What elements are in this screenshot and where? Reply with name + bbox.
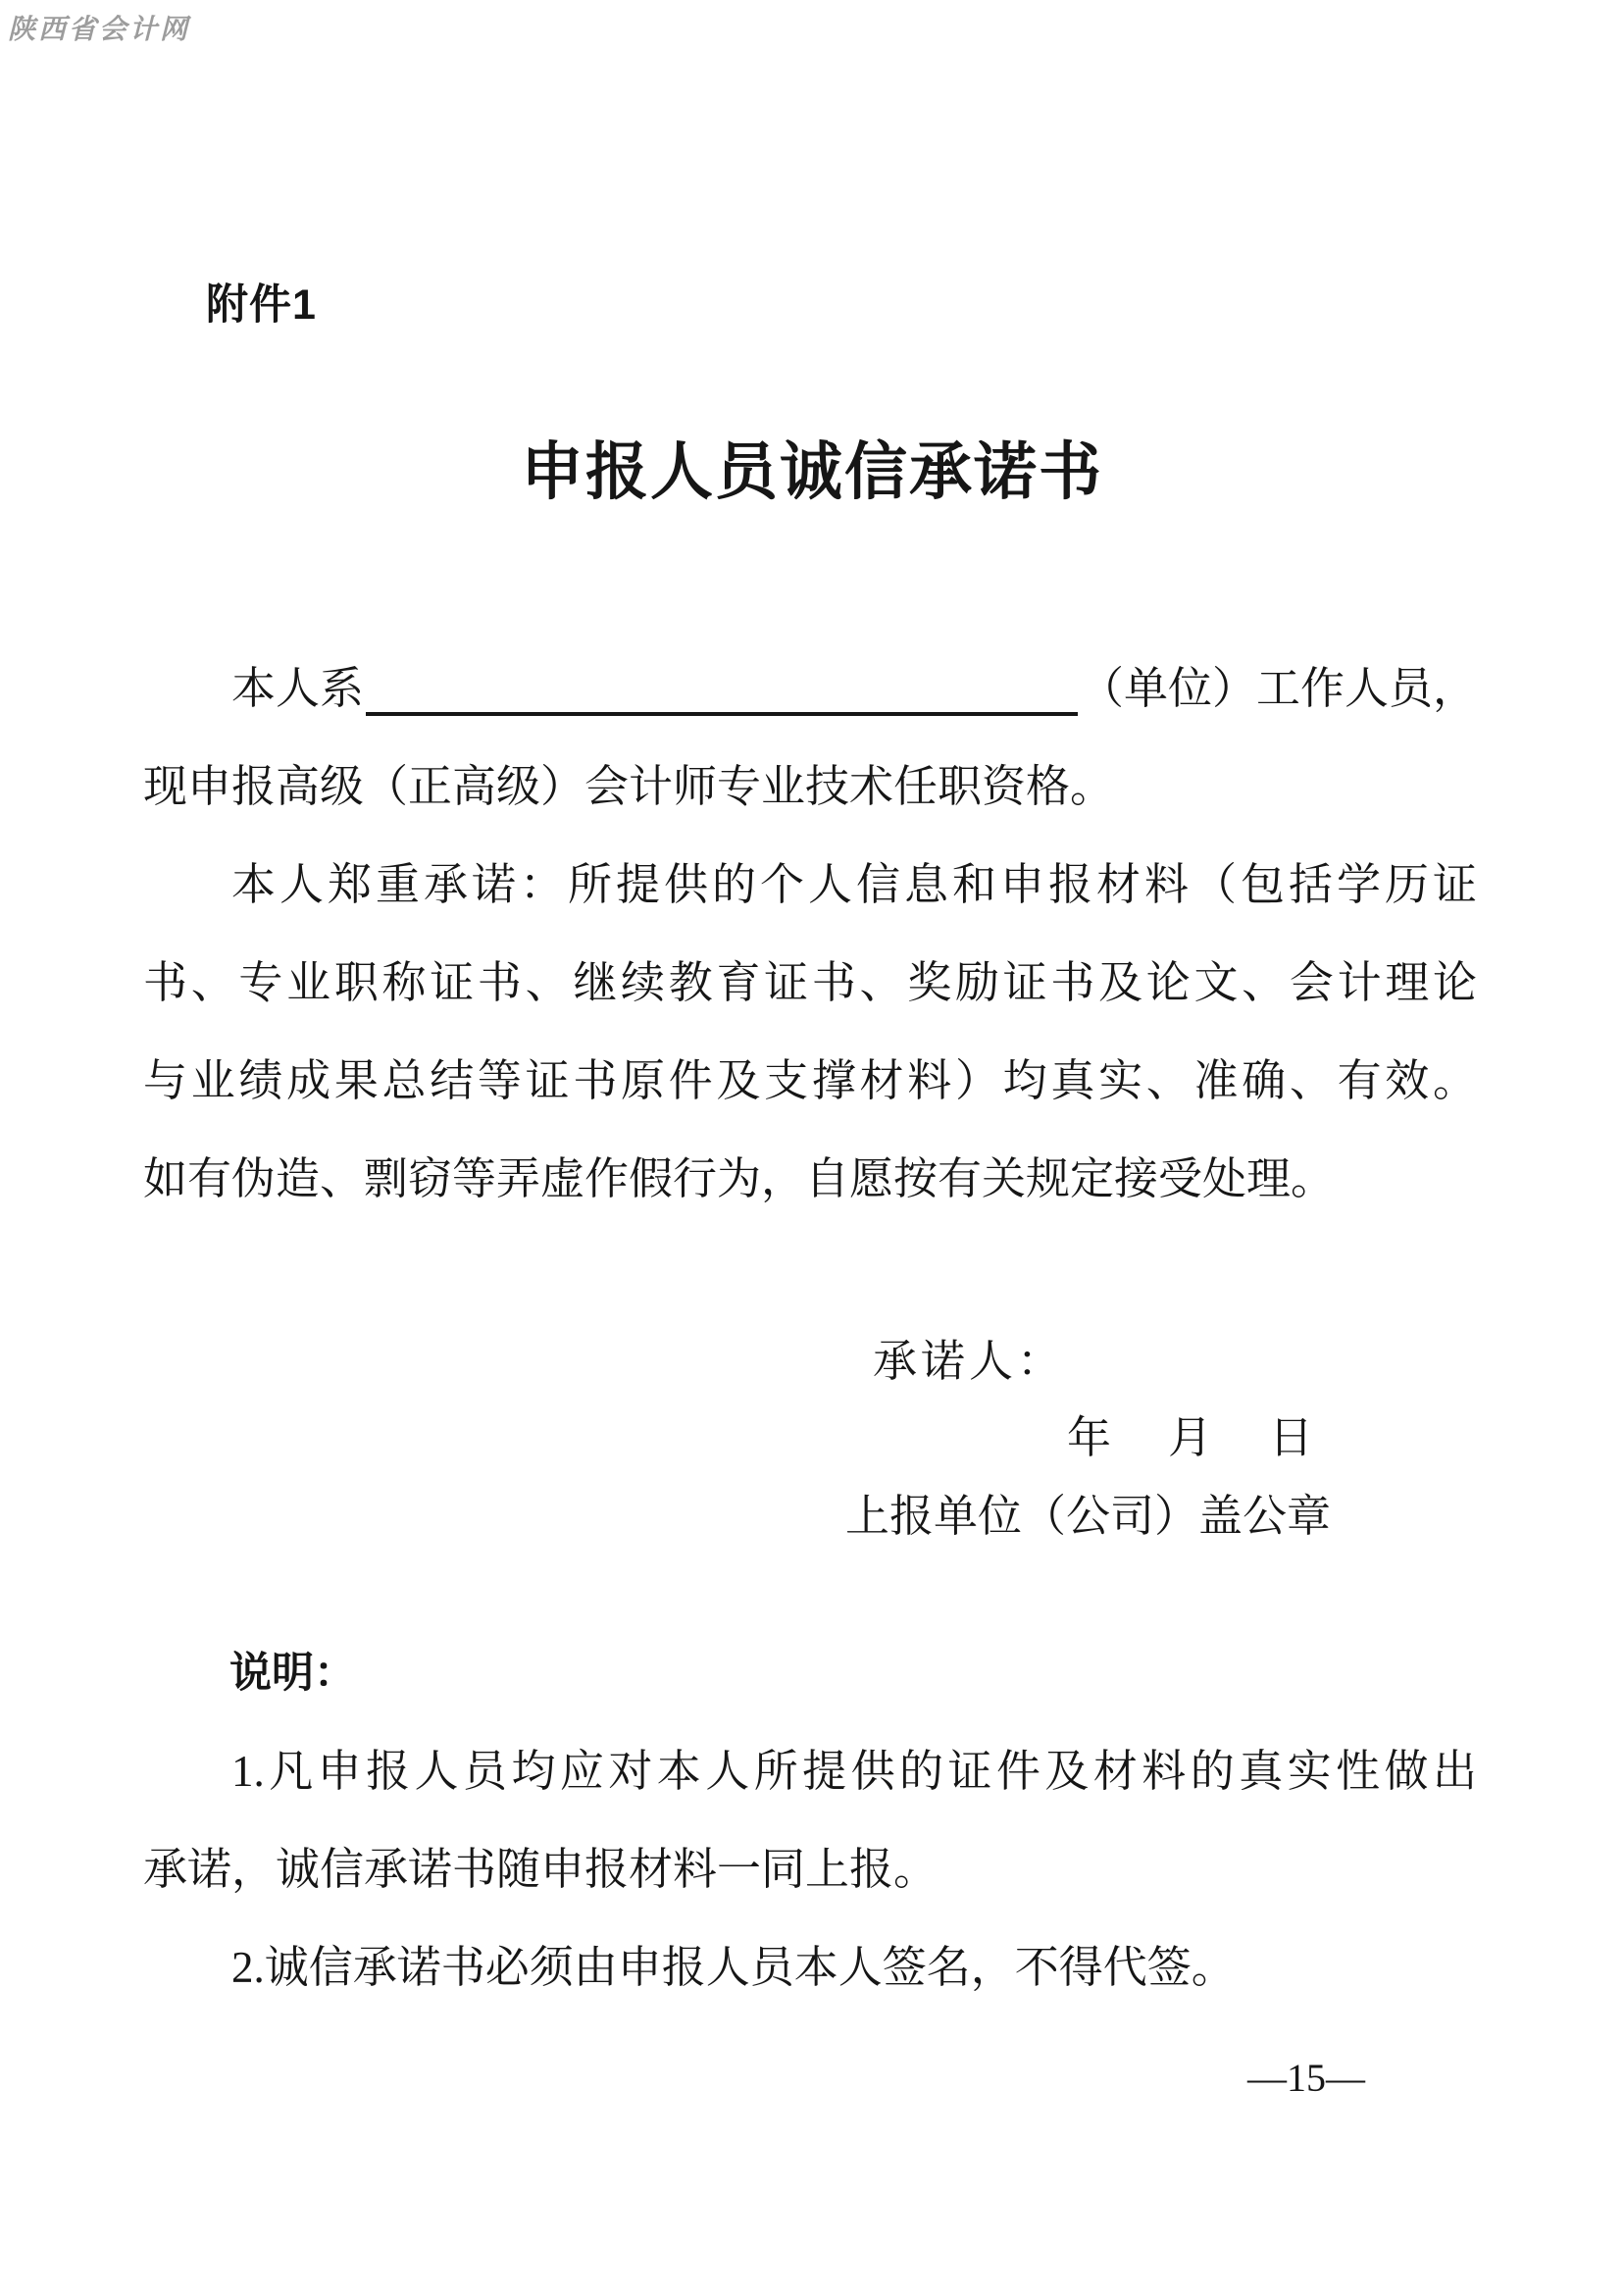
declaration-body [143,639,1477,1228]
promiser-label: 承诺人： [873,1337,1066,1386]
attachment-label: 附件1 [206,281,317,329]
promise-line-4: 如有伪造、剽窃等弄虚作假行为，自愿按有关规定接受处理。 [143,1154,1336,1203]
date-month-label: 月 [1168,1413,1213,1462]
site-watermark: 陕西省会计网 [8,14,191,44]
opening-line [143,639,1477,738]
page-number: —15— [1247,2056,1365,2100]
promise-line-1: 本人郑重承诺：所提供的个人信息和申报材料（包括学历证 [231,860,1477,909]
first-line-indent [143,639,231,738]
promise-line-2: 书、专业职称证书、继续教育证书、奖励证书及论文、会计理论 [143,958,1477,1007]
document-title: 申报人员诚信承诺书 [521,437,1103,507]
blank-underline [366,712,1078,716]
seal-line: 上报单位（公司）盖公章 [845,1492,1332,1541]
opening-suffix-text: （单位）工作人员， [1079,664,1477,713]
opening-prefix-text: 本人系 [231,664,365,713]
note-item-1-line-1: 1.凡申报人员均应对本人所提供的证件及材料的真实性做出 [231,1747,1477,1796]
note-item-1-line-2: 承诺，诚信承诺书随申报材料一同上报。 [143,1845,939,1894]
opening-line-2: 现申报高级（正高级）会计师专业技术任职资格。 [143,762,1115,811]
date-day-label: 日 [1269,1413,1314,1462]
promise-line-3: 与业绩成果总结等证书原件及支撑材料）均真实、准确、有效。 [143,1056,1477,1105]
notes-heading: 说明： [229,1650,356,1697]
notes-section [143,1624,1477,2016]
date-line [1067,1406,1313,1469]
date-year-label: 年 [1067,1413,1112,1462]
note-item-2: 2.诚信承诺书必须由申报人员本人签名，不得代签。 [231,1943,1236,1992]
